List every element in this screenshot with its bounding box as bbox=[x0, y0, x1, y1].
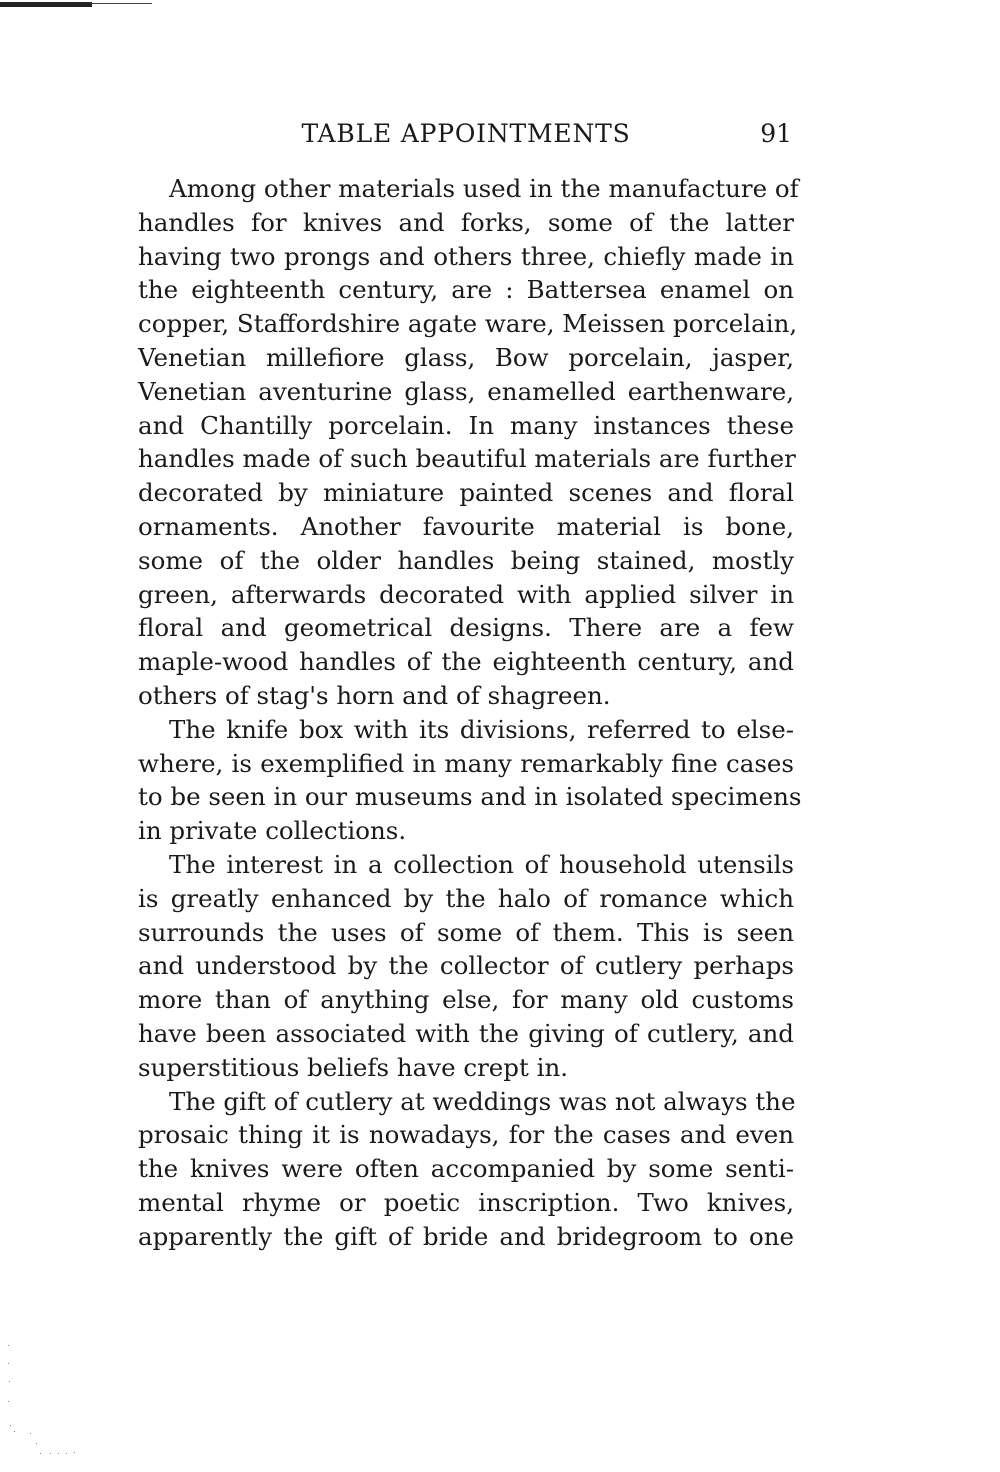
text-line: green, afterwards decorated with applied silver in bbox=[138, 579, 794, 609]
scan-specks bbox=[0, 1335, 90, 1465]
text-line: the knives were often accompanied by some senti- bbox=[138, 1154, 794, 1184]
text-line: handles for knives and forks, some of the latter bbox=[138, 207, 794, 237]
scan-artifact bbox=[0, 0, 155, 10]
text-line: more than of anything else, for many old customs bbox=[138, 985, 794, 1015]
text-line: is greatly enhanced by the halo of romance which bbox=[138, 883, 794, 913]
text-line: and understood by the collector of cutlery perhaps bbox=[138, 951, 794, 981]
running-title: TABLE APPOINTMENTS bbox=[301, 119, 631, 148]
paragraph-4 bbox=[138, 1085, 794, 1254]
text-line: The knife box with its divisions, referred to else- bbox=[169, 714, 794, 744]
paragraph-3 bbox=[138, 848, 794, 1085]
paragraph-2 bbox=[138, 713, 802, 848]
text-line: handles made of such beautiful materials are further bbox=[138, 444, 796, 474]
text-line: Venetian millefiore glass, Bow porcelain, jasper, bbox=[138, 342, 794, 372]
text-line: Venetian aventurine glass, enamelled earthenware, bbox=[138, 376, 794, 406]
text-line: to be seen in our museums and in isolated specimens bbox=[138, 782, 802, 812]
scan-artifact-line bbox=[90, 3, 152, 4]
text-line: surrounds the uses of some of them. This is seen bbox=[138, 917, 794, 947]
paragraph-1 bbox=[138, 172, 799, 713]
text-line: decorated by miniature painted scenes and floral bbox=[138, 478, 794, 508]
text-line: prosaic thing it is nowadays, for the cases and even bbox=[138, 1120, 794, 1150]
text-line: have been associated with the giving of cutlery, and bbox=[138, 1018, 794, 1048]
text-line: ornaments. Another favourite material is bone, bbox=[138, 511, 794, 541]
text-line: some of the older handles being stained, mostly bbox=[138, 545, 794, 575]
text-line: The gift of cutlery at weddings was not always the bbox=[169, 1086, 796, 1116]
text-line: mental rhyme or poetic inscription. Two knives, bbox=[138, 1187, 794, 1217]
text-line: where, is exemplified in many remarkably fine cases bbox=[138, 748, 794, 778]
text-line: apparently the gift of bride and bridegroom to one bbox=[138, 1221, 794, 1251]
text-line: others of stag's horn and of shagreen. bbox=[138, 680, 611, 710]
text-line: maple-wood handles of the eighteenth century, and bbox=[138, 647, 794, 677]
running-head bbox=[138, 114, 794, 154]
text-line: and Chantilly porcelain. In many instances these bbox=[138, 410, 794, 440]
text-line: The interest in a collection of household utensils bbox=[169, 849, 794, 879]
text-line: the eighteenth century, are : Battersea enamel on bbox=[138, 275, 794, 305]
text-line: Among other materials used in the manufacture of bbox=[169, 174, 799, 203]
text-line: having two prongs and others three, chiefly made in bbox=[138, 241, 794, 271]
body-text bbox=[138, 172, 802, 1254]
text-line: copper, Staffordshire agate ware, Meissen porcelain, bbox=[138, 309, 798, 339]
text-line: in private collections. bbox=[138, 816, 407, 846]
text-line: superstitious beliefs have crept in. bbox=[138, 1052, 569, 1082]
page-number: 91 bbox=[760, 119, 792, 148]
scan-artifact-bar bbox=[0, 2, 92, 7]
text-line: floral and geometrical designs. There are a few bbox=[138, 613, 794, 643]
